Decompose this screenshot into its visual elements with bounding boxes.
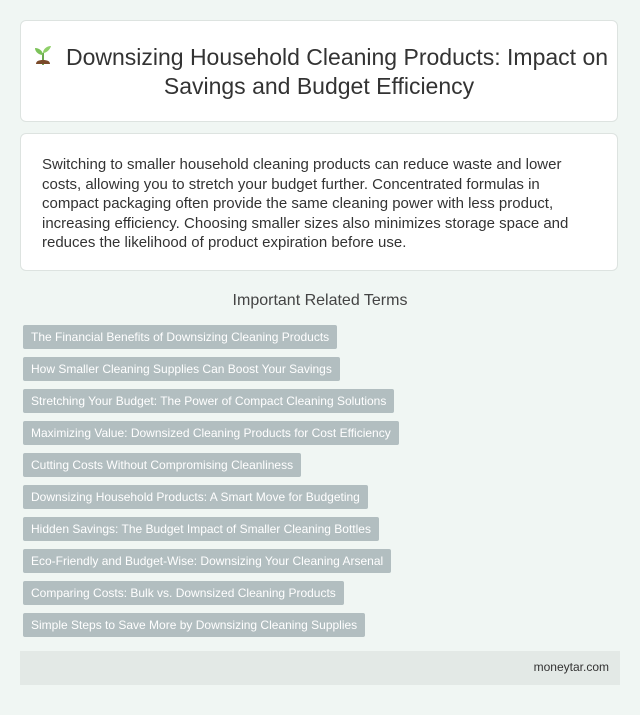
description-card	[20, 133, 618, 271]
title-card	[20, 20, 618, 122]
related-term-tag[interactable]: Hidden Savings: The Budget Impact of Smaller Cleaning Bottles	[23, 517, 379, 541]
related-term-tag[interactable]: Cutting Costs Without Compromising Cleanliness	[23, 453, 301, 477]
related-term-tag[interactable]: The Financial Benefits of Downsizing Cleaning Products	[23, 325, 337, 349]
footer-site-link[interactable]: moneytar.com	[533, 660, 609, 674]
related-term-tag[interactable]: How Smaller Cleaning Supplies Can Boost Your Savings	[23, 357, 340, 381]
related-term-tag[interactable]: Stretching Your Budget: The Power of Compact Cleaning Solutions	[23, 389, 394, 413]
footer	[20, 651, 620, 685]
related-term-tag[interactable]: Eco-Friendly and Budget-Wise: Downsizing Your Cleaning Arsenal	[23, 549, 391, 573]
related-terms-list	[23, 325, 399, 645]
related-term-tag[interactable]: Simple Steps to Save More by Downsizing Cleaning Supplies	[23, 613, 365, 637]
related-terms-heading: Important Related Terms	[232, 292, 408, 309]
page-title: Downsizing Household Cleaning Products: Impact on Savings and Budget Efficiency	[21, 43, 617, 101]
related-term-tag[interactable]: Maximizing Value: Downsized Cleaning Products for Cost Efficiency	[23, 421, 399, 445]
related-term-tag[interactable]: Comparing Costs: Bulk vs. Downsized Cleaning Products	[23, 581, 344, 605]
description-text: Switching to smaller household cleaning products can reduce waste and lower costs, allowing you to stretch your budget further. Concentrated formulas in compact packaging often provide the same cleaning power with less product, increasing efficiency. Choosing smaller sizes also minimizes storage space and reduces the likelihood of product expiration before use.	[42, 156, 569, 251]
sprout-icon	[30, 43, 56, 69]
related-term-tag[interactable]: Downsizing Household Products: A Smart Move for Budgeting	[23, 485, 368, 509]
